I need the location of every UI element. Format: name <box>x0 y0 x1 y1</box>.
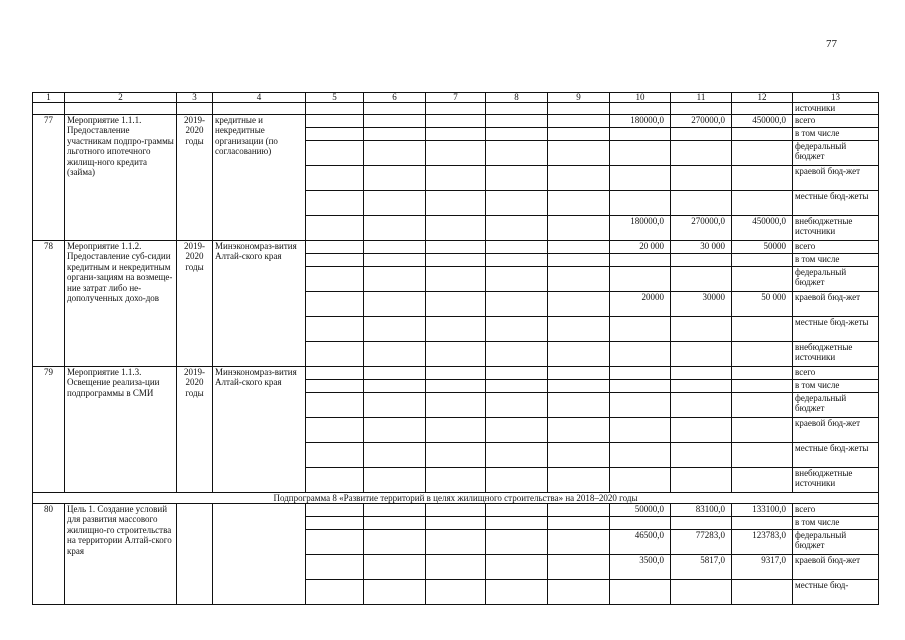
empty-cell <box>548 516 610 529</box>
empty-cell <box>426 190 486 215</box>
empty-cell <box>548 366 610 379</box>
header-cell: 8 <box>486 93 548 103</box>
value-2020 <box>671 467 732 492</box>
value-2019 <box>610 316 671 341</box>
value-2019 <box>610 341 671 366</box>
source-label: внебюджетные источники <box>793 215 879 240</box>
empty-cell <box>306 114 364 127</box>
empty-cell <box>364 165 426 190</box>
value-2019: 20 000 <box>610 240 671 253</box>
header-cell: 3 <box>177 93 213 103</box>
table-row <box>33 240 879 253</box>
value-total <box>732 140 793 165</box>
executor <box>213 503 306 604</box>
empty-cell <box>486 516 548 529</box>
value-total <box>732 579 793 604</box>
empty-cell <box>426 253 486 266</box>
empty-cell <box>548 467 610 492</box>
value-2020 <box>671 140 732 165</box>
page-number: 77 <box>826 38 837 50</box>
empty-cell <box>306 215 364 240</box>
source-label: внебюджетные источники <box>793 467 879 492</box>
value-2020 <box>671 442 732 467</box>
value-2019 <box>610 392 671 417</box>
empty-cell <box>306 291 364 316</box>
empty-cell <box>306 467 364 492</box>
empty-cell <box>548 165 610 190</box>
empty-cell <box>306 503 364 516</box>
value-total <box>732 190 793 215</box>
empty-cell <box>548 114 610 127</box>
empty-cell <box>364 379 426 392</box>
empty-cell <box>364 366 426 379</box>
table-row <box>33 503 879 516</box>
header-cell: 12 <box>732 93 793 103</box>
value-2019 <box>610 379 671 392</box>
header-cell: 5 <box>306 93 364 103</box>
period: 2019-2020 годы <box>177 240 213 366</box>
value-2020 <box>671 417 732 442</box>
empty-cell <box>306 190 364 215</box>
value-2019 <box>610 442 671 467</box>
value-2020: 77283,0 <box>671 529 732 554</box>
source-label: местные бюд-жеты <box>793 442 879 467</box>
value-2020 <box>671 253 732 266</box>
empty-cell <box>426 114 486 127</box>
value-2019 <box>610 140 671 165</box>
empty-cell <box>548 341 610 366</box>
empty-cell <box>364 190 426 215</box>
empty-cell <box>426 467 486 492</box>
value-2019: 3500,0 <box>610 554 671 579</box>
table-row <box>33 366 879 379</box>
empty-cell <box>426 529 486 554</box>
executor: Минэкономраз-вития Алтай-ского края <box>213 366 306 492</box>
value-total <box>732 379 793 392</box>
empty-cell <box>364 341 426 366</box>
value-total <box>732 442 793 467</box>
row-number: 78 <box>33 240 65 366</box>
value-2019: 180000,0 <box>610 114 671 127</box>
empty-cell <box>364 291 426 316</box>
empty-cell <box>486 240 548 253</box>
value-2019 <box>610 417 671 442</box>
table-body <box>33 93 879 605</box>
empty-cell <box>486 291 548 316</box>
empty-cell <box>306 516 364 529</box>
empty-cell <box>306 316 364 341</box>
empty-cell <box>306 240 364 253</box>
source-label: краевой бюд-жет <box>793 291 879 316</box>
header-cell: 2 <box>65 93 177 103</box>
value-total: 450000,0 <box>732 215 793 240</box>
value-2019 <box>610 253 671 266</box>
value-2019 <box>610 516 671 529</box>
source-label: в том числе <box>793 253 879 266</box>
empty-cell <box>548 127 610 140</box>
empty-cell <box>364 516 426 529</box>
empty-cell <box>426 554 486 579</box>
row-number: 79 <box>33 366 65 492</box>
value-2020: 30000 <box>671 291 732 316</box>
value-2020: 270000,0 <box>671 215 732 240</box>
empty-cell <box>486 190 548 215</box>
value-2020: 30 000 <box>671 240 732 253</box>
value-total <box>732 266 793 291</box>
source-label: местные бюд-жеты <box>793 190 879 215</box>
program-table <box>32 92 879 605</box>
empty-cell <box>548 529 610 554</box>
value-total <box>732 392 793 417</box>
empty-cell <box>486 579 548 604</box>
continuation-row <box>33 103 879 115</box>
empty-cell <box>426 392 486 417</box>
empty-cell <box>548 240 610 253</box>
header-cell: 9 <box>548 93 610 103</box>
empty-cell <box>364 442 426 467</box>
empty-cell <box>486 253 548 266</box>
period: 2019-2020 годы <box>177 366 213 492</box>
value-total: 50000 <box>732 240 793 253</box>
empty-cell <box>306 165 364 190</box>
period: 2019-2020 годы <box>177 114 213 240</box>
empty-cell <box>364 253 426 266</box>
source-label: всего <box>793 114 879 127</box>
empty-cell <box>426 442 486 467</box>
value-total <box>732 316 793 341</box>
empty-cell <box>364 114 426 127</box>
empty-cell <box>548 253 610 266</box>
empty-cell <box>364 529 426 554</box>
value-2020 <box>671 127 732 140</box>
value-2019 <box>610 467 671 492</box>
empty-cell <box>306 140 364 165</box>
empty-cell <box>486 140 548 165</box>
empty-cell <box>306 253 364 266</box>
empty-cell <box>486 215 548 240</box>
empty-cell <box>364 503 426 516</box>
empty-cell <box>426 266 486 291</box>
source-label: в том числе <box>793 127 879 140</box>
empty-cell <box>306 266 364 291</box>
value-2020 <box>671 316 732 341</box>
empty-cell <box>364 140 426 165</box>
source-label: федеральный бюджет <box>793 392 879 417</box>
value-total: 133100,0 <box>732 503 793 516</box>
header-row <box>33 93 879 103</box>
value-2020 <box>671 266 732 291</box>
header-cell: 6 <box>364 93 426 103</box>
subprogram-heading-row <box>33 492 879 503</box>
source-label: источники <box>793 103 879 115</box>
empty-cell <box>548 417 610 442</box>
value-total <box>732 253 793 266</box>
source-label: федеральный бюджет <box>793 140 879 165</box>
empty-cell <box>364 392 426 417</box>
row-number: 77 <box>33 114 65 240</box>
empty-cell <box>548 190 610 215</box>
value-2020 <box>671 516 732 529</box>
empty-cell <box>426 417 486 442</box>
header-cell: 13 <box>793 93 879 103</box>
header-cell: 10 <box>610 93 671 103</box>
empty-cell <box>364 316 426 341</box>
empty-cell <box>364 579 426 604</box>
empty-cell <box>486 127 548 140</box>
measure-name: Цель 1. Создание условий для развития массового жилищно-го строительства на территории Алтай-ского края <box>65 503 177 604</box>
empty-cell <box>548 554 610 579</box>
empty-cell <box>426 140 486 165</box>
empty-cell <box>426 127 486 140</box>
empty-cell <box>486 379 548 392</box>
empty-cell <box>426 516 486 529</box>
measure-name: Мероприятие 1.1.3. Освещение реализа-ции подпрограммы в СМИ <box>65 366 177 492</box>
empty-cell <box>486 366 548 379</box>
empty-cell <box>486 417 548 442</box>
header-cell: 7 <box>426 93 486 103</box>
value-2020 <box>671 366 732 379</box>
empty-cell <box>306 379 364 392</box>
empty-cell <box>364 266 426 291</box>
source-label: местные бюд- <box>793 579 879 604</box>
value-2019 <box>610 190 671 215</box>
empty-cell <box>306 127 364 140</box>
empty-cell <box>486 467 548 492</box>
value-total: 450000,0 <box>732 114 793 127</box>
value-total: 50 000 <box>732 291 793 316</box>
source-label: федеральный бюджет <box>793 266 879 291</box>
source-label: всего <box>793 366 879 379</box>
source-label: внебюджетные источники <box>793 341 879 366</box>
value-2020 <box>671 379 732 392</box>
empty-cell <box>426 341 486 366</box>
source-label: краевой бюд-жет <box>793 165 879 190</box>
source-label: всего <box>793 240 879 253</box>
value-total <box>732 467 793 492</box>
row-number: 80 <box>33 503 65 604</box>
value-total: 9317,0 <box>732 554 793 579</box>
value-total <box>732 516 793 529</box>
value-2019: 20000 <box>610 291 671 316</box>
value-2020 <box>671 190 732 215</box>
empty-cell <box>364 127 426 140</box>
empty-cell <box>426 579 486 604</box>
header-cell: 4 <box>213 93 306 103</box>
empty-cell <box>548 140 610 165</box>
empty-cell <box>548 379 610 392</box>
empty-cell <box>486 341 548 366</box>
empty-cell <box>306 529 364 554</box>
empty-cell <box>364 215 426 240</box>
empty-cell <box>486 316 548 341</box>
empty-cell <box>548 442 610 467</box>
empty-cell <box>548 266 610 291</box>
measure-name: Мероприятие 1.1.2. Предоставление суб-сидии кредитным и некредитным органи-зациям на возмеще-ние затрат либо не-дополученных дохо-дов <box>65 240 177 366</box>
source-label: краевой бюд-жет <box>793 554 879 579</box>
executor: Минэкономраз-вития Алтай-ского края <box>213 240 306 366</box>
measure-name: Мероприятие 1.1.1. Предоставление участникам подпро-граммы льготного ипотечного жилищ-ного кредита (займа) <box>65 114 177 240</box>
value-total <box>732 165 793 190</box>
empty-cell <box>548 503 610 516</box>
value-2020: 5817,0 <box>671 554 732 579</box>
value-2019 <box>610 366 671 379</box>
empty-cell <box>306 341 364 366</box>
empty-cell <box>426 503 486 516</box>
empty-cell <box>364 417 426 442</box>
empty-cell <box>306 579 364 604</box>
empty-cell <box>486 165 548 190</box>
value-2019: 180000,0 <box>610 215 671 240</box>
empty-cell <box>426 379 486 392</box>
empty-cell <box>486 554 548 579</box>
empty-cell <box>306 554 364 579</box>
value-total <box>732 127 793 140</box>
value-total <box>732 417 793 442</box>
value-2020 <box>671 392 732 417</box>
empty-cell <box>426 215 486 240</box>
source-label: краевой бюд-жет <box>793 417 879 442</box>
empty-cell <box>486 266 548 291</box>
empty-cell <box>486 529 548 554</box>
value-total <box>732 366 793 379</box>
source-label: в том числе <box>793 516 879 529</box>
empty-cell <box>486 503 548 516</box>
empty-cell <box>426 316 486 341</box>
value-2019: 46500,0 <box>610 529 671 554</box>
subprogram-title: Подпрограмма 8 «Развитие территорий в целях жилищного строительства» на 2018–2020 годы <box>33 492 879 503</box>
table-row <box>33 114 879 127</box>
source-label: местные бюд-жеты <box>793 316 879 341</box>
empty-cell <box>486 442 548 467</box>
empty-cell <box>364 467 426 492</box>
value-2020: 83100,0 <box>671 503 732 516</box>
value-2019: 50000,0 <box>610 503 671 516</box>
value-2020: 270000,0 <box>671 114 732 127</box>
header-cell: 1 <box>33 93 65 103</box>
value-total <box>732 341 793 366</box>
empty-cell <box>548 579 610 604</box>
header-cell: 11 <box>671 93 732 103</box>
value-2020 <box>671 341 732 366</box>
empty-cell <box>548 291 610 316</box>
value-2019 <box>610 165 671 190</box>
empty-cell <box>364 554 426 579</box>
executor: кредитные и некредитные организации (по согласованию) <box>213 114 306 240</box>
empty-cell <box>306 442 364 467</box>
empty-cell <box>426 240 486 253</box>
source-label: в том числе <box>793 379 879 392</box>
value-2019 <box>610 127 671 140</box>
value-total: 123783,0 <box>732 529 793 554</box>
empty-cell <box>426 291 486 316</box>
period <box>177 503 213 604</box>
empty-cell <box>364 240 426 253</box>
empty-cell <box>426 165 486 190</box>
value-2020 <box>671 165 732 190</box>
source-label: всего <box>793 503 879 516</box>
value-2020 <box>671 579 732 604</box>
empty-cell <box>548 392 610 417</box>
value-2019 <box>610 579 671 604</box>
source-label: федеральный бюджет <box>793 529 879 554</box>
empty-cell <box>548 215 610 240</box>
empty-cell <box>306 366 364 379</box>
empty-cell <box>548 316 610 341</box>
empty-cell <box>426 366 486 379</box>
empty-cell <box>306 417 364 442</box>
empty-cell <box>486 114 548 127</box>
value-2019 <box>610 266 671 291</box>
empty-cell <box>306 392 364 417</box>
empty-cell <box>486 392 548 417</box>
